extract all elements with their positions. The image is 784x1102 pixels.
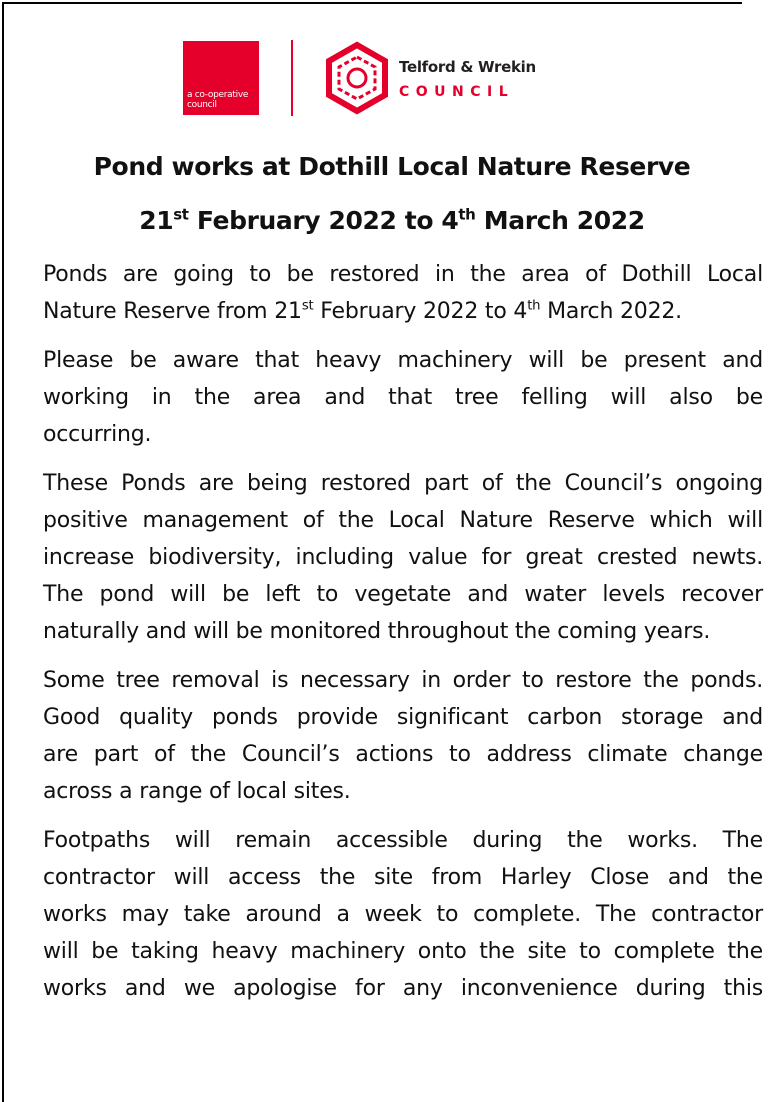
coop-logo-text: a co-operative council bbox=[187, 90, 249, 110]
paragraph-line bbox=[43, 293, 763, 330]
line-part: March 2022. bbox=[540, 299, 682, 324]
telford-wrekin-hexagon-icon bbox=[322, 41, 392, 115]
line-part: Nature Reserve from 21 bbox=[43, 299, 302, 324]
line-part: February 2022 to 4 bbox=[313, 299, 528, 324]
notice-body bbox=[43, 256, 763, 1019]
paragraph-line: working in the area and that tree felling will also be bbox=[43, 385, 763, 410]
line-sup: th bbox=[527, 298, 541, 314]
page-title: Pond works at Dothill Local Nature Reserve bbox=[93, 152, 691, 181]
line-sup: st bbox=[301, 298, 314, 314]
paragraph-tree-removal bbox=[43, 662, 763, 810]
paragraph-line: positive management of the Local Nature Reserve which will bbox=[43, 508, 763, 533]
logo-divider bbox=[291, 40, 293, 116]
paragraph-line: The pond will be left to vegetate and water levels recover bbox=[43, 582, 763, 607]
start-suffix: st bbox=[173, 205, 189, 224]
paragraph-line: increase biodiversity, including value for great crested newts. bbox=[43, 545, 763, 570]
coop-logo bbox=[183, 41, 259, 115]
start-rest: February 2022 to bbox=[188, 206, 442, 235]
paragraph-line: occurring. bbox=[43, 422, 152, 447]
paragraph-line: Please be aware that heavy machinery will be present and bbox=[43, 348, 763, 373]
paragraph-line: are part of the Council’s actions to address climate change bbox=[43, 742, 763, 767]
paragraph-line: Footpaths will remain accessible during the works. The bbox=[43, 828, 763, 853]
paragraph-line: across a range of local sites. bbox=[43, 779, 351, 804]
paragraph-line: naturally and will be monitored throughout the coming years. bbox=[43, 619, 711, 644]
paragraph-line: Some tree removal is necessary in order to restore the ponds. bbox=[43, 668, 763, 693]
paragraph-line: Ponds are going to be restored in the area of Dothill Local bbox=[43, 262, 763, 287]
end-suffix: th bbox=[458, 205, 476, 224]
paragraph-footpaths bbox=[43, 822, 763, 1007]
paragraph-restoration bbox=[43, 256, 763, 330]
paragraph-management bbox=[43, 465, 763, 650]
paragraph-line: contractor will access the site from Harley Close and the bbox=[43, 865, 763, 890]
date-range bbox=[0, 206, 784, 235]
start-day: 21 bbox=[139, 206, 174, 235]
council-name: Telford & Wrekin bbox=[399, 58, 536, 76]
paragraph-machinery bbox=[43, 342, 763, 453]
paragraph-line: Good quality ponds provide significant carbon storage and bbox=[43, 705, 763, 730]
paragraph-line: works and we apologise for any inconvenience during this bbox=[43, 976, 763, 1001]
paragraph-line: works may take around a week to complete. The contractor bbox=[43, 902, 763, 927]
end-rest: March 2022 bbox=[475, 206, 645, 235]
paragraph-line: will be taking heavy machinery onto the site to complete the bbox=[43, 939, 763, 964]
council-word: COUNCIL bbox=[399, 84, 515, 100]
paragraph-line: These Ponds are being restored part of the Council’s ongoing bbox=[43, 471, 763, 496]
end-day: 4 bbox=[441, 206, 459, 235]
